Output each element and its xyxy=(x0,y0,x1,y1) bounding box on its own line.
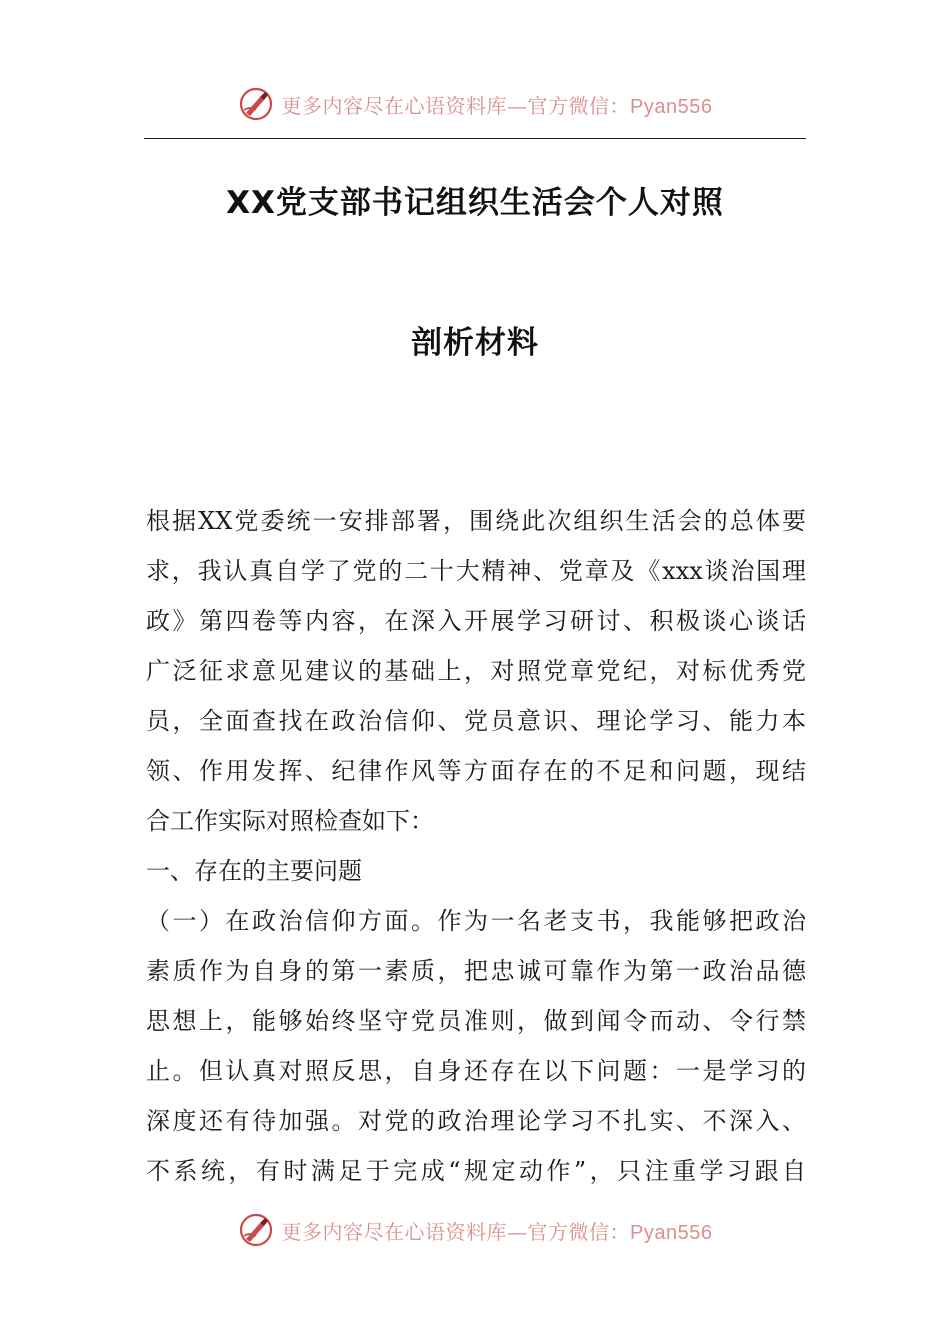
body-line: 领、作用发挥、纪律作风等方面存在的不足和问题，现结 xyxy=(146,757,806,785)
body-line: 广泛征求意见建议的基础上，对照党章党纪，对标优秀党 xyxy=(146,657,806,685)
header-divider xyxy=(144,138,806,139)
document-title-line-1: XX党支部书记组织生活会个人对照 xyxy=(226,185,724,221)
document-title-line-2: 剖析材料 xyxy=(411,325,539,361)
body-line: 政》第四卷等内容，在深入开展学习研讨、积极谈心谈话 xyxy=(146,607,806,635)
pen-logo-icon xyxy=(238,1212,274,1248)
watermark-text: 更多内容尽在心语资料库—官方微信：Pyan556 xyxy=(281,93,713,118)
section-heading: 一、存在的主要问题 xyxy=(146,857,362,885)
body-line: 止。但认真对照反思，自身还存在以下问题：一是学习的 xyxy=(146,1057,806,1085)
body-line: 不系统，有时满足于完成“规定动作”，只注重学习跟自 xyxy=(146,1157,806,1185)
body-line: 求，我认真自学了党的二十大精神、党章及《xxx谈治国理 xyxy=(146,557,806,585)
body-line: （一）在政治信仰方面。作为一名老支书，我能够把政治 xyxy=(146,907,806,935)
header-watermark xyxy=(0,82,950,126)
body-line: 员，全面查找在政治信仰、党员意识、理论学习、能力本 xyxy=(146,707,806,735)
body-line: 根据XX党委统一安排部署，围绕此次组织生活会的总体要 xyxy=(146,507,806,535)
body-line: 深度还有待加强。对党的政治理论学习不扎实、不深入、 xyxy=(146,1107,806,1135)
footer-watermark xyxy=(0,1208,950,1252)
body-line: 合工作实际对照检查如下： xyxy=(146,807,434,835)
document-body xyxy=(146,496,806,1196)
pen-logo-icon xyxy=(238,86,274,122)
body-line: 素质作为自身的第一素质，把忠诚可靠作为第一政治品德 xyxy=(146,957,806,985)
body-line: 思想上，能够始终坚守党员准则，做到闻令而动、令行禁 xyxy=(146,1007,806,1035)
watermark-text: 更多内容尽在心语资料库—官方微信：Pyan556 xyxy=(281,1219,713,1244)
